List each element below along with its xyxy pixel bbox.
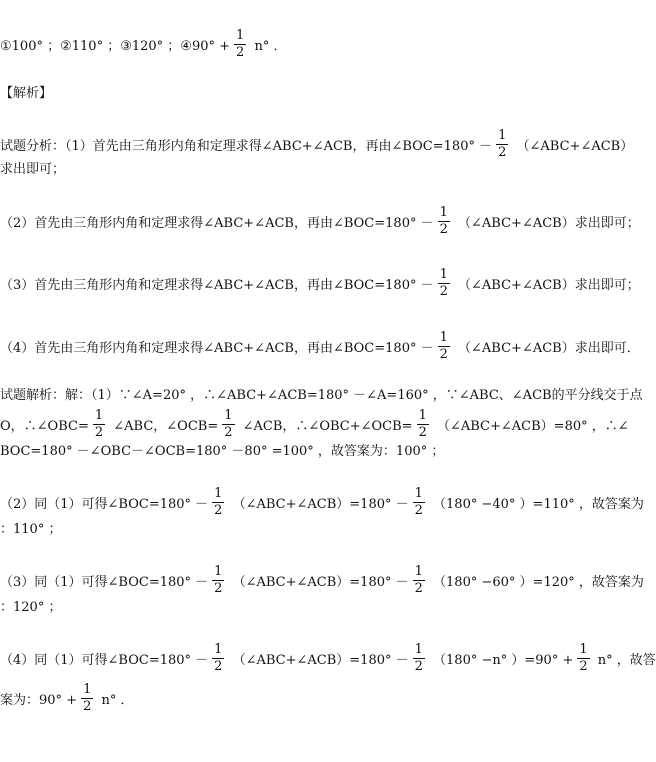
analysis-text: （∠ABC+∠ACB） xyxy=(512,138,634,154)
analysis-line-1 xyxy=(0,124,633,164)
fraction xyxy=(496,129,508,160)
fraction-numerator: 1 xyxy=(214,563,223,579)
fraction-numerator: 1 xyxy=(498,127,507,143)
solution-text: O，∴∠OBC= xyxy=(0,418,89,434)
fraction xyxy=(413,643,425,674)
solution-part-3-cont: ：120° ； xyxy=(0,600,62,615)
fraction-numerator: 1 xyxy=(236,27,245,43)
fraction-denominator: 2 xyxy=(214,580,223,596)
solution-text: ∠ACB，∴∠OBC+∠OCB= xyxy=(238,418,413,434)
solution-line-2 xyxy=(0,404,629,444)
solution-text: （4）同（1）可得∠BOC=180° － xyxy=(0,652,209,668)
fraction-numerator: 1 xyxy=(418,407,427,423)
solution-text: 案为：90° + xyxy=(0,692,78,708)
fraction xyxy=(438,206,450,237)
analysis-part-3 xyxy=(0,263,640,303)
solution-text: （∠ABC+∠ACB）=180° － xyxy=(228,496,409,512)
fraction xyxy=(234,29,246,60)
answer-text-end: n° ． xyxy=(250,38,287,54)
section-title: 【解析】 xyxy=(0,86,53,101)
solution-part-4-cont xyxy=(0,678,134,718)
fraction-numerator: 1 xyxy=(214,641,223,657)
fraction-numerator: 1 xyxy=(439,329,448,345)
solution-part-4 xyxy=(0,638,656,678)
fraction xyxy=(438,268,450,299)
fraction xyxy=(212,565,224,596)
analysis-text: （4）首先由三角形内角和定理求得∠ABC+∠ACB，再由∠BOC=180° － xyxy=(0,340,434,356)
fraction-denominator: 2 xyxy=(83,698,92,714)
fraction-numerator: 1 xyxy=(414,485,423,501)
fraction-numerator: 1 xyxy=(214,485,223,501)
fraction-numerator: 1 xyxy=(83,681,92,697)
fraction xyxy=(212,643,224,674)
solution-line-1: 试题解析：解：（1）∵∠A=20° ，∴∠ABC+∠ACB=180° －∠A=160° ，∵∠ABC、∠ACB的平分线交于点 xyxy=(0,388,643,403)
fraction-numerator: 1 xyxy=(579,641,588,657)
analysis-text: （∠ABC+∠ACB）求出即可； xyxy=(453,215,640,231)
fraction-denominator: 2 xyxy=(94,424,104,440)
analysis-text: （3）首先由三角形内角和定理求得∠ABC+∠ACB，再由∠BOC=180° － xyxy=(0,277,434,293)
fraction-denominator: 2 xyxy=(214,658,223,674)
solution-text: （∠ABC+∠ACB）=180° － xyxy=(228,574,409,590)
analysis-part-2 xyxy=(0,201,640,241)
fraction-numerator: 1 xyxy=(414,563,423,579)
analysis-text: 试题分析：（1）首先由三角形内角和定理求得∠ABC+∠ACB，再由∠BOC=180° － xyxy=(0,138,493,154)
fraction-denominator: 2 xyxy=(439,346,448,362)
fraction xyxy=(438,331,450,362)
fraction xyxy=(413,565,425,596)
solution-part-2 xyxy=(0,482,644,522)
solution-text: ∠ABC，∠OCB= xyxy=(109,418,219,434)
analysis-text: （∠ABC+∠ACB）求出即可； xyxy=(453,277,640,293)
solution-text: n° ，故答 xyxy=(593,652,656,668)
fraction-denominator: 2 xyxy=(414,658,423,674)
solution-text: （∠ABC+∠ACB）=180° － xyxy=(228,652,409,668)
fraction-denominator: 2 xyxy=(439,283,448,299)
fraction-denominator: 2 xyxy=(418,424,427,440)
answer-text: ①100° ；②110° ；③120° ；④90° + xyxy=(0,38,231,54)
fraction xyxy=(81,683,93,714)
analysis-text: （2）首先由三角形内角和定理求得∠ABC+∠ACB，再由∠BOC=180° － xyxy=(0,215,434,231)
fraction xyxy=(212,487,224,518)
fraction xyxy=(93,409,105,440)
fraction-denominator: 2 xyxy=(214,502,223,518)
fraction xyxy=(222,409,234,440)
solution-text: （3）同（1）可得∠BOC=180° － xyxy=(0,574,209,590)
analysis-text: （∠ABC+∠ACB）求出即可． xyxy=(453,340,640,356)
solution-text: （∠ABC+∠ACB）=80° ，∴∠ xyxy=(432,418,629,434)
fraction-denominator: 2 xyxy=(224,424,233,440)
analysis-part-4 xyxy=(0,326,640,366)
solution-part-3 xyxy=(0,560,644,600)
solution-text: n° ． xyxy=(97,692,134,708)
solution-part-2-cont: ：110° ； xyxy=(0,522,62,537)
fraction-denominator: 2 xyxy=(414,502,423,518)
fraction-numerator: 1 xyxy=(439,204,448,220)
fraction-numerator: 1 xyxy=(224,407,233,423)
fraction xyxy=(417,409,429,440)
solution-text: （2）同（1）可得∠BOC=180° － xyxy=(0,496,209,512)
solution-line-3: BOC=180° －∠OBC－∠OCB=180° －80° =100° ，故答案为：100° ； xyxy=(0,444,445,459)
solution-text: （180° −40° ）=110° ，故答案为 xyxy=(428,496,644,512)
fraction-numerator: 1 xyxy=(439,266,448,282)
fraction-denominator: 2 xyxy=(498,144,507,160)
fraction-numerator: 1 xyxy=(414,641,423,657)
analysis-line-1-cont: 求出即可； xyxy=(0,162,66,177)
fraction-denominator: 2 xyxy=(439,221,448,237)
fraction-denominator: 2 xyxy=(414,580,423,596)
fraction-denominator: 2 xyxy=(579,658,588,674)
fraction-denominator: 2 xyxy=(236,44,245,60)
solution-text: （180° −n° ）=90° + xyxy=(428,652,574,668)
fraction xyxy=(577,643,589,674)
fraction xyxy=(413,487,425,518)
solution-text: （180° −60° ）=120° ，故答案为 xyxy=(428,574,644,590)
fraction-numerator: 1 xyxy=(94,407,104,423)
answer-line xyxy=(0,24,286,64)
